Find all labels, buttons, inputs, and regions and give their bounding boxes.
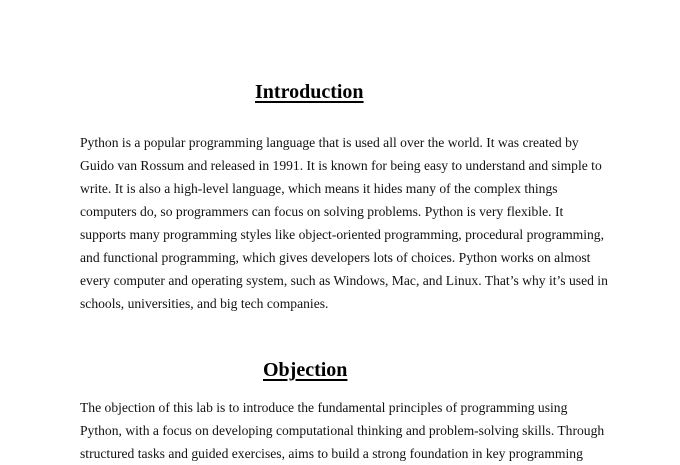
paragraph-line: schools, universities, and big tech companies.: [80, 296, 329, 311]
introduction-heading: Introduction: [255, 81, 364, 103]
objection-heading: Objection: [263, 359, 348, 381]
objection-paragraph: [80, 396, 604, 465]
paragraph-line: and functional programming, which gives developers lots of choices. Python works on almost: [80, 250, 591, 265]
paragraph-line: Guido van Rossum and released in 1991. It is known for being easy to understand and simple to: [80, 158, 602, 173]
paragraph-line: every computer and operating system, such as Windows, Mac, and Linux. That’s why it’s used in: [80, 273, 608, 288]
paragraph-line: structured tasks and guided exercises, aims to build a strong foundation in key programming: [80, 446, 583, 461]
paragraph-line: The objection of this lab is to introduce the fundamental principles of programming using: [80, 400, 568, 415]
paragraph-line: supports many programming styles like object-oriented programming, procedural programming,: [80, 227, 604, 242]
paragraph-line: write. It is also a high-level language, which means it hides many of the complex things: [80, 181, 558, 196]
paragraph-line: Python, with a focus on developing computational thinking and problem-solving skills. Through: [80, 423, 605, 438]
paragraph-line: Python is a popular programming language that is used all over the world. It was created by: [80, 135, 579, 150]
paragraph-line: computers do, so programmers can focus on solving problems. Python is very flexible. It: [80, 204, 564, 219]
introduction-paragraph: [80, 131, 608, 315]
